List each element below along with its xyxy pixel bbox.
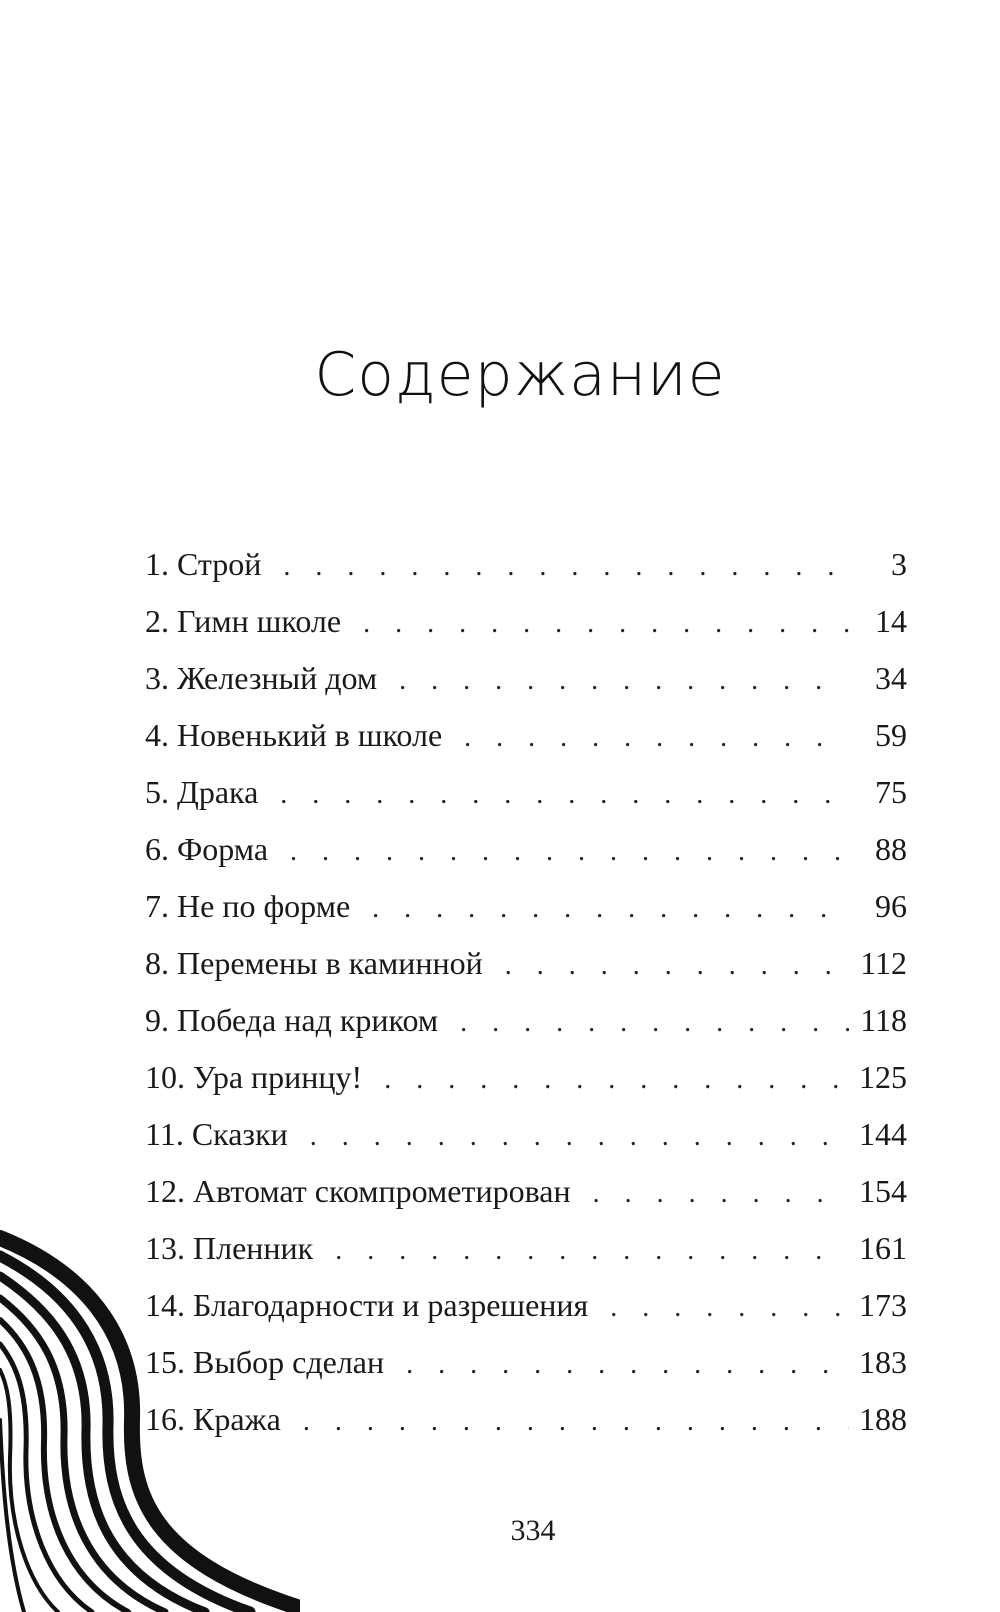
page-title: Содержание (314, 340, 726, 410)
toc-entry (145, 1059, 907, 1116)
toc-entry-title: 10. Ура принцу! (145, 1059, 363, 1095)
toc-entry-page: 88 (875, 831, 907, 867)
toc-entry-title: 14. Благодарности и разрешения (145, 1287, 589, 1323)
dot-leader (303, 1406, 849, 1438)
dot-leader (505, 950, 849, 982)
toc-entry (145, 831, 907, 888)
toc-entry-page: 34 (875, 660, 907, 696)
toc-entry-title: 4. Новенький в школе (145, 717, 443, 753)
toc-entry-title: 9. Победа над криком (145, 1002, 439, 1038)
toc-entry (145, 717, 907, 774)
dot-leader (406, 1349, 849, 1381)
toc-entry-page: 154 (859, 1173, 907, 1209)
toc-entry-page: 96 (875, 888, 907, 924)
toc-entry (145, 945, 907, 1002)
toc-entry-page: 112 (860, 945, 907, 981)
dot-leader (384, 1064, 849, 1096)
toc-entry-title: 13. Пленник (145, 1230, 314, 1266)
toc-entry (145, 888, 907, 945)
toc-entry-title: 16. Кража (145, 1401, 281, 1437)
toc-entry (145, 1002, 907, 1059)
toc-entry-page: 161 (859, 1230, 907, 1266)
dot-leader (593, 1178, 849, 1210)
toc-entry (145, 546, 907, 603)
dot-leader (610, 1292, 849, 1324)
dot-leader (283, 551, 849, 583)
toc-entry-page: 59 (875, 717, 907, 753)
dot-leader (335, 1235, 849, 1267)
toc-entry-page: 144 (859, 1116, 907, 1152)
dot-leader (290, 836, 849, 868)
dot-leader (460, 1007, 849, 1039)
page-number: 334 (510, 1514, 556, 1547)
dot-leader (280, 779, 849, 811)
dot-leader (363, 608, 849, 640)
dot-leader (399, 665, 849, 697)
toc-entry (145, 1173, 907, 1230)
ink-swirl-icon (0, 1230, 300, 1612)
toc-entry-title: 15. Выбор сделан (145, 1344, 385, 1380)
toc-entry (145, 603, 907, 660)
toc-entry-title: 7. Не по форме (145, 888, 351, 924)
toc-entry (145, 660, 907, 717)
toc-entry-page: 183 (859, 1344, 907, 1380)
toc-entry-title: 2. Гимн школе (145, 603, 342, 639)
toc-entry-title: 3. Железный дом (145, 660, 378, 696)
dot-leader (464, 722, 849, 754)
toc-entry-page: 173 (859, 1287, 907, 1323)
toc-entry-title: 6. Форма (145, 831, 269, 867)
toc-entry-page: 125 (859, 1059, 907, 1095)
dot-leader (372, 893, 849, 925)
toc-entry-page: 14 (875, 603, 907, 639)
toc-entry-title: 8. Перемены в каминной (145, 945, 483, 981)
toc-entry-page: 75 (875, 774, 907, 810)
toc-entry-page: 3 (891, 546, 907, 582)
toc-entry-title: 11. Сказки (145, 1116, 288, 1152)
toc-entry-page: 188 (859, 1401, 907, 1437)
toc-entry (145, 1116, 907, 1173)
toc-entry-title: 1. Строй (145, 546, 262, 582)
toc-entry (145, 774, 907, 831)
toc-entry-title: 5. Драка (145, 774, 259, 810)
toc-entry-page: 118 (860, 1002, 907, 1038)
dot-leader (310, 1121, 849, 1153)
toc-entry-title: 12. Автомат скомпрометирован (145, 1173, 571, 1209)
